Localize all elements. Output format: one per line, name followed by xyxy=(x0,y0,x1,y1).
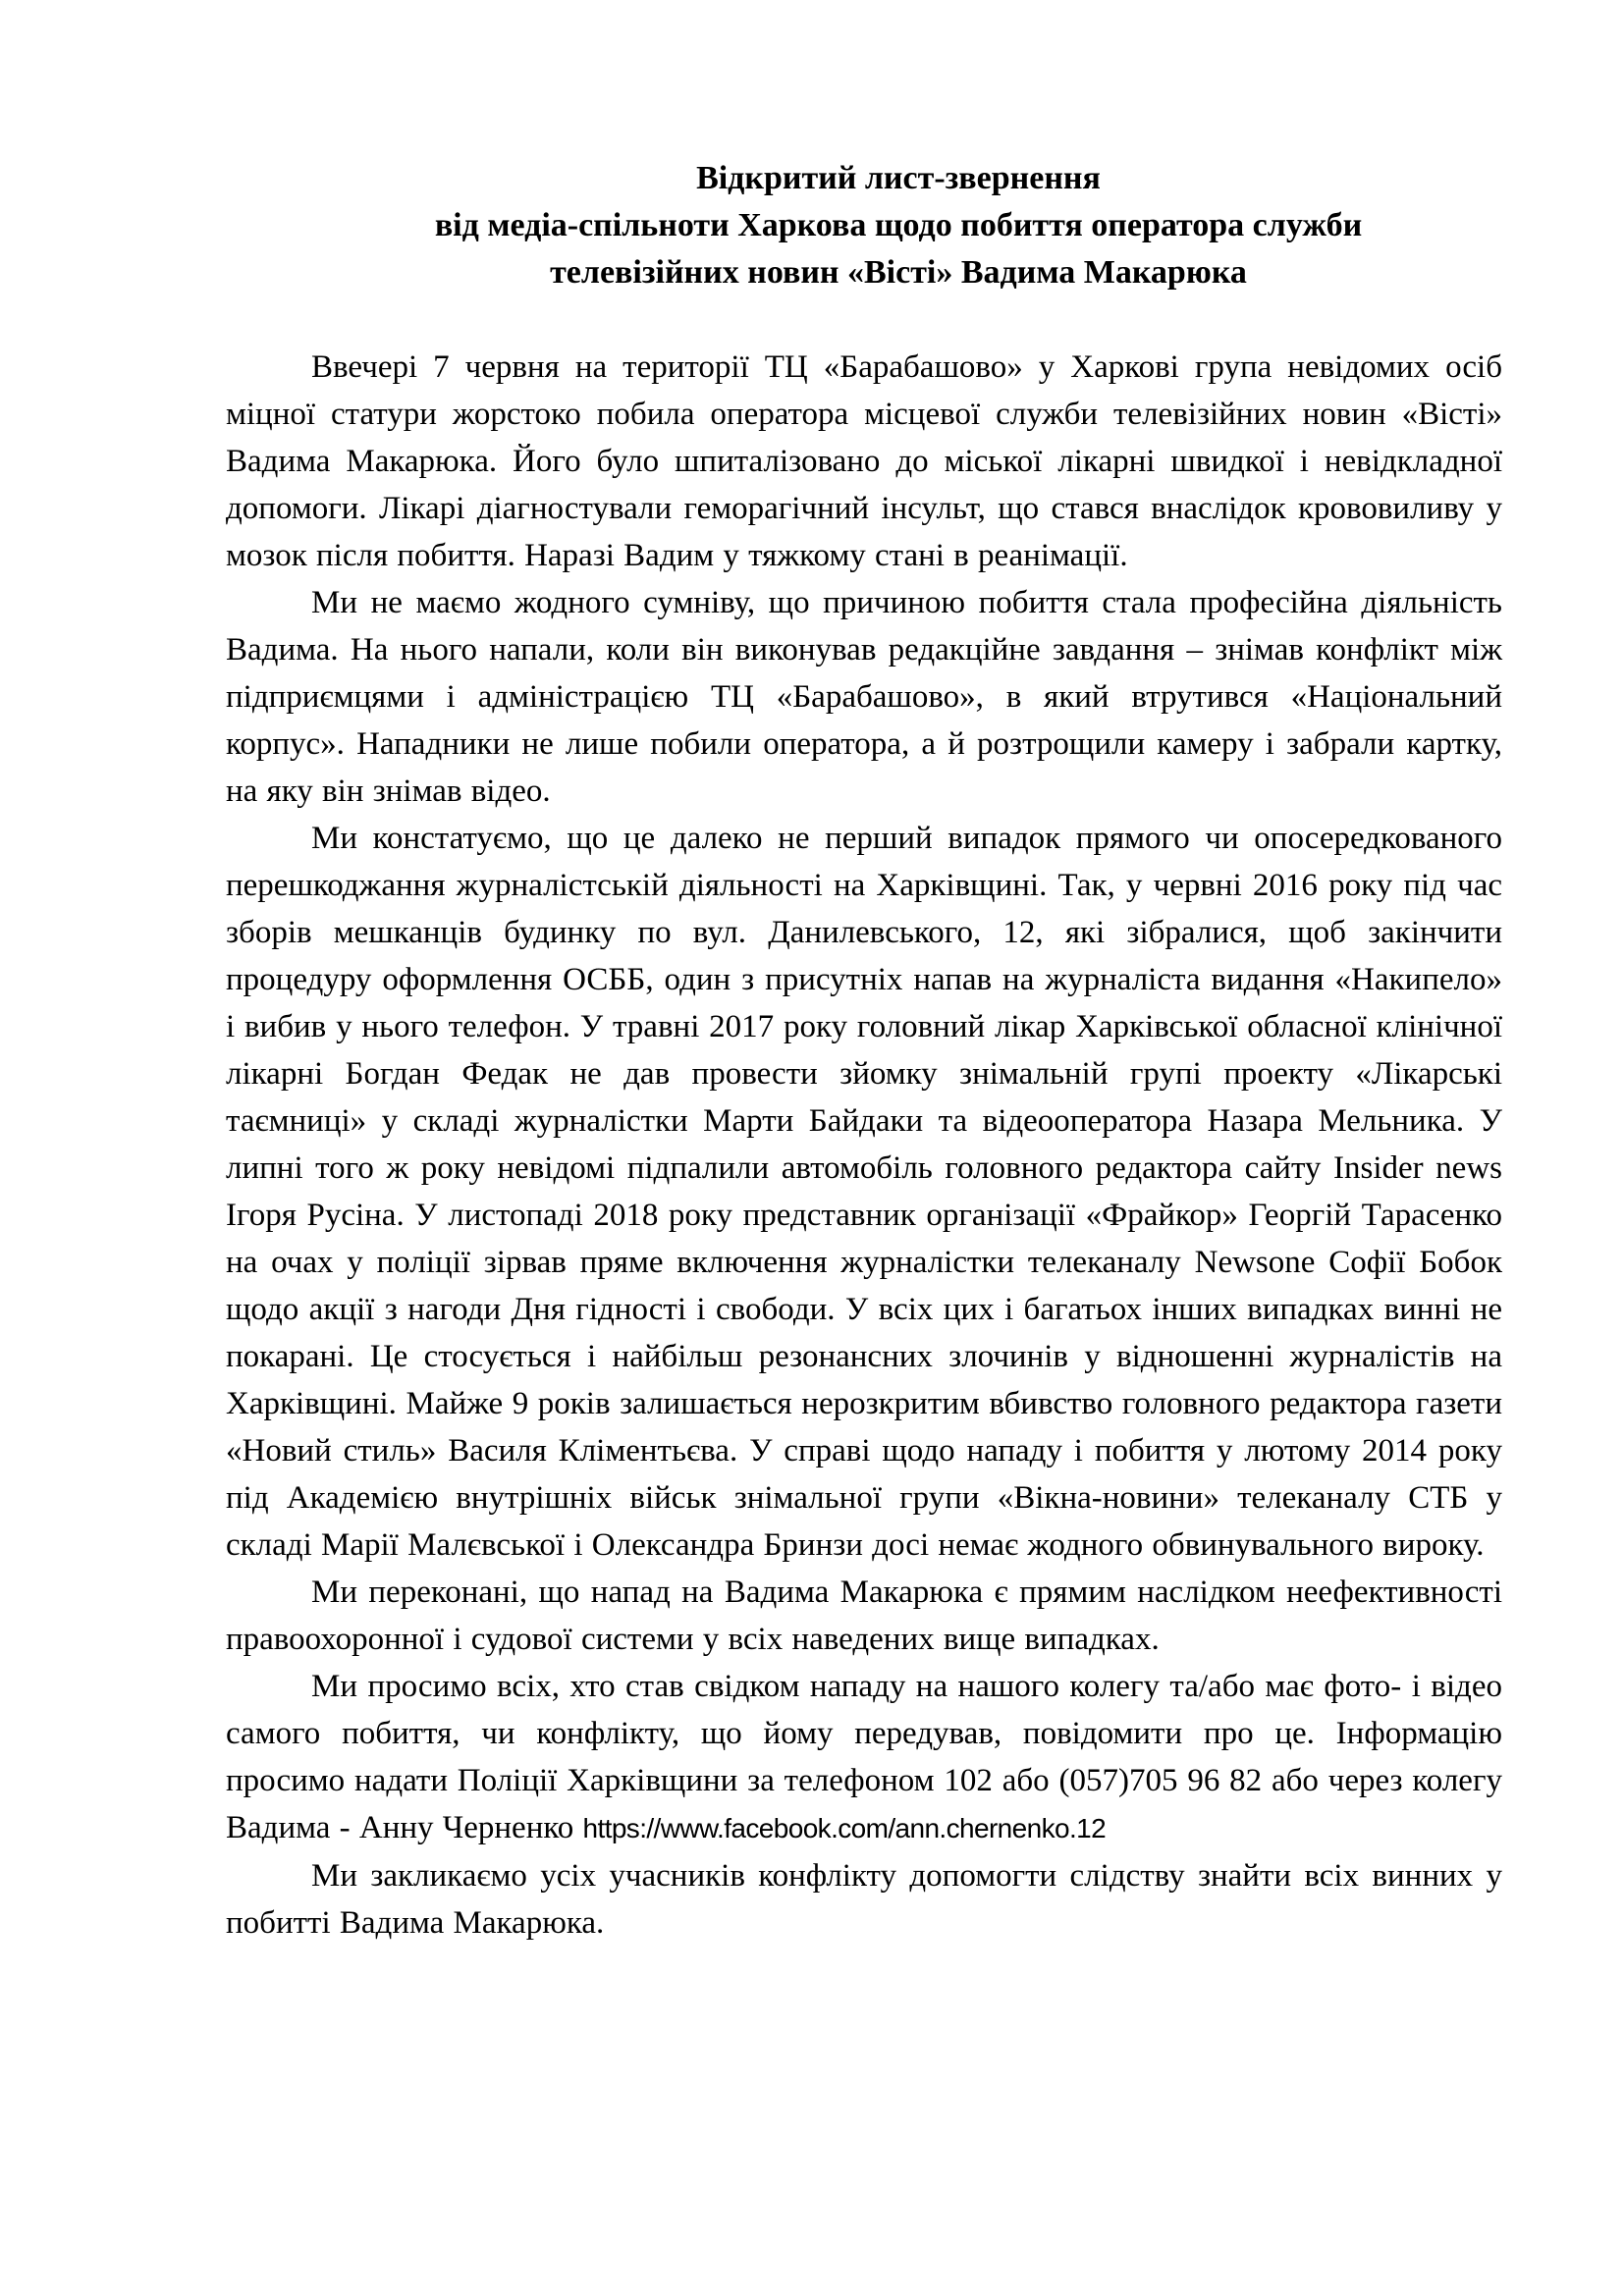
title-line-3: телевізійних новин «Вісті» Вадима Макарюка xyxy=(550,254,1247,291)
paragraph-1: Ввечері 7 червня на території ТЦ «Барабашово» у Харкові група невідомих осіб міцної статури жорстоко побила оператора місцевої служби телевізійних новин «Вісті» Вадима Макарюка. Його було шпиталізовано до міської лікарні швидкої і невідкладної допомоги. Лікарі діагностували геморагічний інсульт, що стався внаслідок крововиливу у мозок після побиття. Наразі Вадим у тяжкому стані в реанімації. xyxy=(226,349,1502,573)
title-body-spacer xyxy=(226,296,1502,344)
letter-title xyxy=(226,155,1502,296)
paragraph-3: Ми констатуємо, що це далеко не перший випадок прямого чи опосередкованого перешкоджання журналістській діяльності на Харківщині. Так, у червні 2016 року під час зборів мешканців будинку по вул. Данилевського, 12, які зібралися, щоб закінчити процедуру оформлення ОСББ, один з присутніх напав на журналіста видання «Накипело» і вибив у нього телефон. У травні 2017 року головний лікар Харківської обласної клінічної лікарні Богдан Федак не дав провести зйомку знімальній групі проекту «Лікарські таємниці» у складі журналістки Марти Байдаки та відеооператора Назара Мельника. У липні того ж року невідомі підпалили автомобіль головного редактора сайту Insider news Ігоря Русіна. У листопаді 2018 року представник організації «Фрайкор» Георгій Тарасенко на очах у поліції зірвав пряме включення журналістки телеканалу Newsone Софії Бобок щодо акції з нагоди Дня гідності і свободи. У всіх цих і багатьох інших випадках винні не покарані. Це стосується і найбільш резонансних злочинів у відношенні журналістів на Харківщині. Майже 9 років залишається нерозкритим вбивство головного редактора газети «Новий стиль» Василя Кліментьєва. У справі щодо нападу і побиття у лютому 2014 року під Академією внутрішніх військ знімальної групи «Вікна-новини» телеканалу СТБ у складі Марії Малєвської і Олександра Бринзи досі немає жодного обвинувального вироку. xyxy=(226,821,1502,1563)
paragraph-2: Ми не маємо жодного сумніву, що причиною побиття стала професійна діяльність Вадима. На нього напали, коли він виконував редакційне завдання – знімав конфлікт між підприємцями і адміністрацією ТЦ «Барабашово», в який втрутився «Національний корпус». Нападники не лише побили оператора, а й розтрощили камеру і забрали картку, на яку він знімав відео. xyxy=(226,585,1502,809)
title-line-1: Відкритий лист-звернення xyxy=(696,160,1101,196)
paragraph-6: Ми закликаємо усіх учасників конфлікту допомогти слідству знайти всіх винних у побитті Вадима Макарюка. xyxy=(226,1858,1502,1941)
paragraph-5 xyxy=(226,1663,1502,1852)
title-line-2: від медіа-спільноти Харкова щодо побиття оператора служби xyxy=(434,207,1363,243)
paragraph-5-text: Ми просимо всіх, хто став свідком нападу на нашого колегу та/або має фото- і відео самого побиття, чи конфлікту, що йому передував, повідомити про це. Інформацію просимо надати Поліції Харківщини за телефоном 102 або (057)705 96 82 або через колегу Вадима - Анну Черненко xyxy=(226,1669,1502,1845)
letter-body xyxy=(226,155,1502,1947)
paragraph-4: Ми переконані, що напад на Вадима Макарюка є прямим наслідком неефективності правоохоронної і судової системи у всіх наведених вище випадках. xyxy=(226,1575,1502,1657)
facebook-url: https://www.facebook.com/ann.chernenko.12 xyxy=(582,1813,1107,1843)
